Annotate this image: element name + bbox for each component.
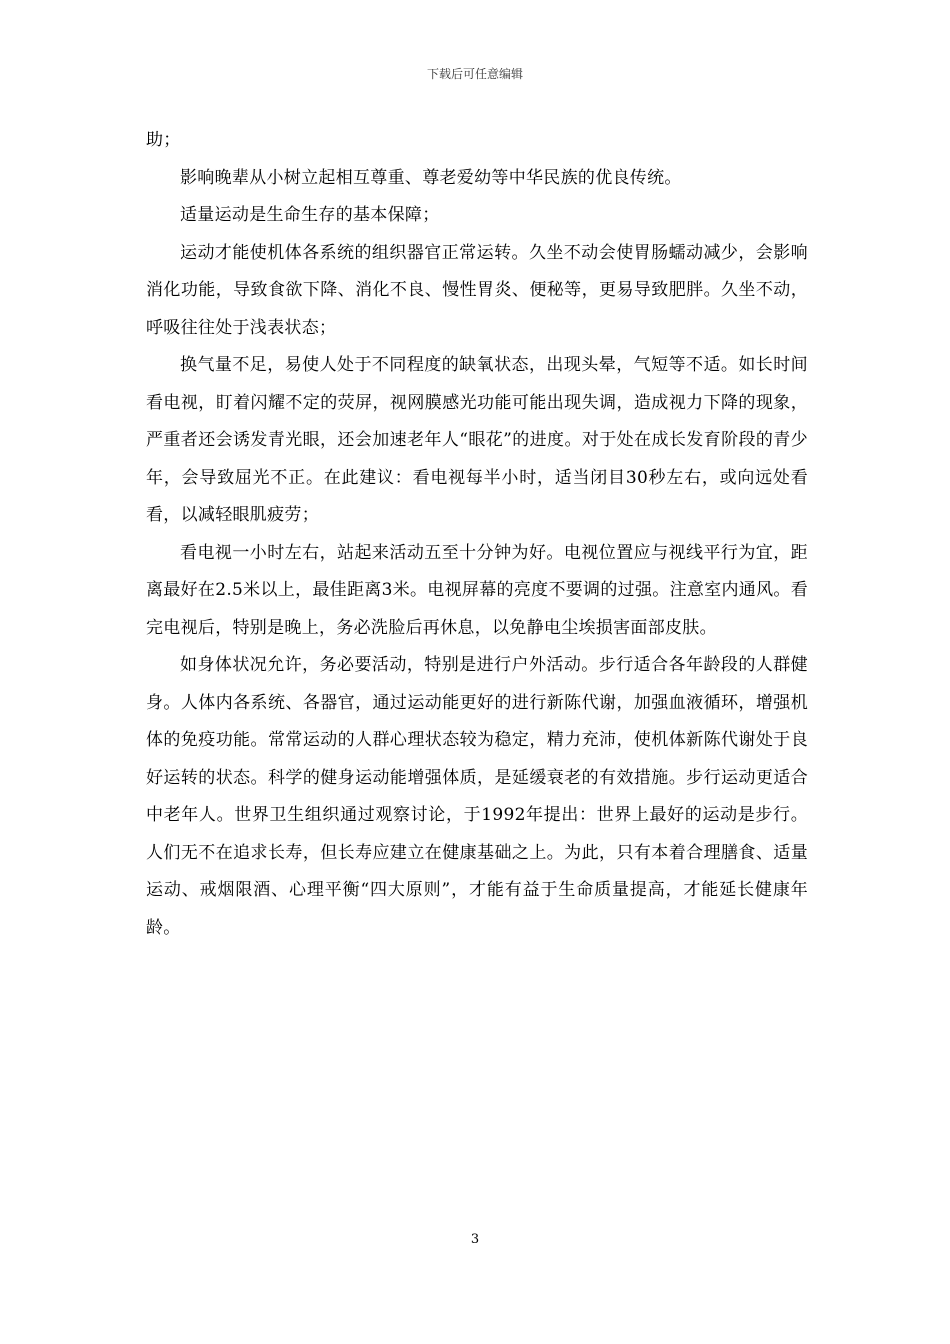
paragraph-5: 换气量不足，易使人处于不同程度的缺氧状态，出现头晕，气短等不适。如长时间看电视，盯着闪耀不定的荧屏，视网膜感光功能可能出现失调，造成视力下降的现象，严重者还会诱发青光眼，还会加速老年人“眼花”的进度。对于处在成长发育阶段的青少年，会导致屈光不正。在此建议：看电视每半小时，适当闭目30秒左右，或向远处看看，以减轻眼肌疲劳； [146, 355, 808, 525]
paragraph-2: 影响晚辈从小树立起相互尊重、尊老爱幼等中华民族的优良传统。 [180, 167, 682, 188]
paragraph-3: 适量运动是生命生存的基本保障； [180, 205, 440, 225]
paragraph-7: 如身体状况允许，务必要活动，特别是进行户外活动。步行适合各年龄段的人群健身。人体内各系统、各器官，通过运动能更好的进行新陈代谢，加强血液循环，增强机体的免疫功能。常常运动的人群心理状态较为稳定，精力充沛，使机体新陈代谢处于良好运转的状态。科学的健身运动能增强体质，是延缓衰老的有效措施。步行运动更适合中老年人。世界卫生组织通过观察讨论，于1992年提出：世界上最好的运动是步行。人们无不在追求长寿，但长寿应建立在健康基础之上。为此，只有本着合理膳食、适量运动、戒烟限酒、心理平衡“四大原则”，才能有益于生命质量提高，才能延长健康年龄。 [146, 655, 808, 938]
paragraph-6: 看电视一小时左右，站起来活动五至十分钟为好。电视位置应与视线平行为宜，距离最好在2.5米以上，最佳距离3米。电视屏幕的亮度不要调的过强。注意室内通风。看完电视后，特别是晚上，务必洗脸后再休息，以免静电尘埃损害面部皮肤。 [146, 542, 808, 638]
page-header: 下载后可任意编辑 [426, 67, 523, 81]
page-number: 3 [470, 1232, 480, 1247]
document-body [146, 122, 808, 947]
paragraph-1: 助； [146, 130, 181, 150]
paragraph-4: 运动才能使机体各系统的组织器官正常运转。久坐不动会使胃肠蠕动减少，会影响消化功能，导致食欲下降、消化不良、慢性胃炎、便秘等，更易导致肥胖。久坐不动，呼吸往往处于浅表状态； [146, 242, 808, 338]
